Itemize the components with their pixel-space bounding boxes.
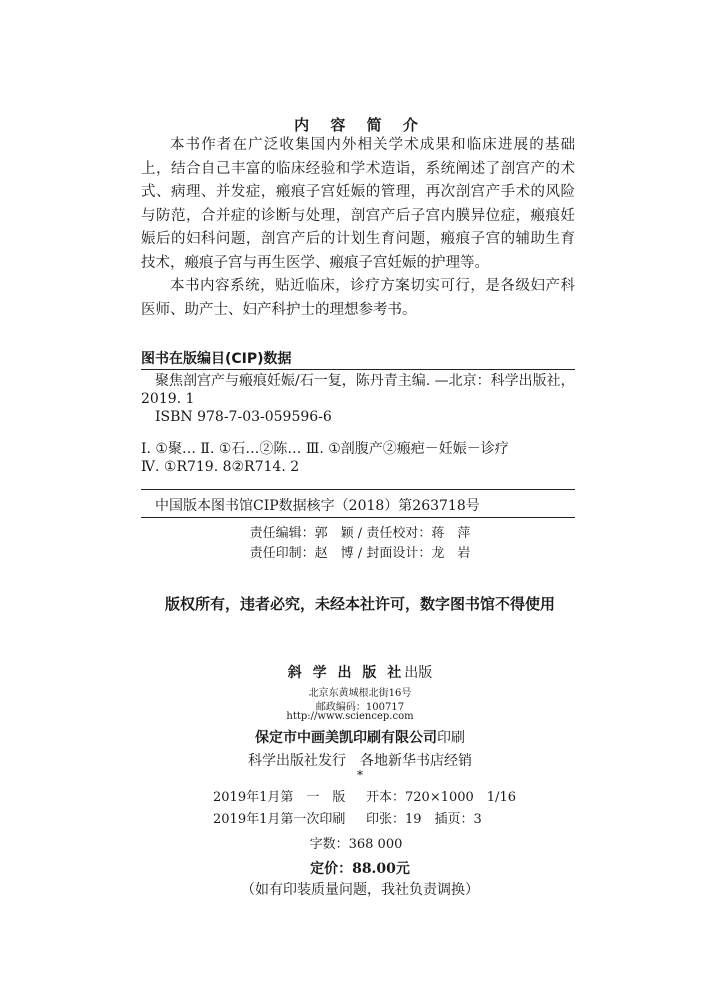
- publisher-name: 斜 学 出 版 社: [287, 665, 405, 681]
- cip-heading: 图书在版编目(CIP)数据: [141, 351, 292, 367]
- printing-info: 2019年1月第一次印刷: [213, 812, 346, 827]
- cip-classification-1: Ⅰ. ①聚… Ⅱ. ①石…②陈… Ⅲ. ①剖腹产②瘢疤－妊娠－诊疗: [141, 441, 509, 457]
- publisher-postcode: 邮政编码：100717: [315, 702, 405, 713]
- printer-line: [0, 727, 720, 747]
- cip-bottom-rule: [141, 517, 575, 518]
- summary-body: [141, 134, 575, 322]
- separator-star: *: [357, 768, 363, 782]
- summary-title: 内 容 简 介: [294, 116, 426, 134]
- cip-top-rule: [141, 369, 575, 370]
- summary-paragraph-2: 本书内容系统，贴近临床，诊疗方案切实可行，是各级妇产科医师、助产士、妇产科护士的理想参考书。: [141, 278, 575, 318]
- cip-middle-rule: [141, 489, 575, 490]
- word-count: 字数：368 000: [309, 837, 403, 852]
- publisher-website: http://www.sciencep.com: [286, 711, 414, 722]
- price: 定价：88.00元: [310, 861, 410, 877]
- publisher-suffix: 出版: [404, 665, 433, 681]
- format-info: 开本：720×1000 1/16: [366, 790, 516, 805]
- distribution-line: 科学出版社发行 各地新华书店经销: [248, 753, 472, 769]
- publisher-line: [0, 662, 720, 682]
- printer-suffix: 印刷: [437, 730, 465, 746]
- copyright-notice: 版权所有，违者必究，未经本社许可，数字图书馆不得使用: [164, 595, 555, 613]
- sheets-info: 印张：19 插页：3: [366, 812, 482, 827]
- summary-paragraph-1: 本书作者在广泛收集国内外相关学术成果和临床进展的基础上，结合自己丰富的临床经验和学术造诣，系统阐述了剖宫产的术式、病理、并发症，瘢痕子宫妊娠的管理，再次剖宫产手术的风险与防范，合并症的诊断与处理，剖宫产后子宫内膜异位症，瘢痕妊娠后的妇科问题，剖宫产后的计划生育问题，瘢痕子宫的辅助生育技术，瘢痕子宫与再生医学、瘢痕子宫妊娠的护理等。: [141, 137, 575, 271]
- staff-line-production: 责任印制：赵 博 / 封面设计：龙 岩: [249, 546, 471, 561]
- cip-data-number: 中国版本图书馆CIP数据核字（2018）第263718号: [155, 498, 480, 514]
- cip-year-line: 2019. 1: [141, 391, 195, 407]
- printer-name: 保定市中画美凯印刷有限公司: [255, 730, 437, 746]
- edition-info: 2019年1月第 一 版: [213, 790, 346, 805]
- cip-isbn: ISBN 978-7-03-059596-6: [155, 409, 332, 425]
- cip-title-line: 聚焦剖宫产与瘢痕妊娠/石一复，陈丹青主编. —北京：科学出版社，: [155, 373, 575, 389]
- quality-note: （如有印装质量问题，我社负责调换）: [241, 882, 479, 898]
- cip-classification-2: Ⅳ. ①R719. 8②R714. 2: [141, 459, 300, 475]
- cip-record: [141, 372, 575, 476]
- publisher-address: 北京东黄城根北街16号: [308, 688, 412, 699]
- staff-line-editors: 责任编辑：郭 颖 / 责任校对：蒋 萍: [249, 526, 471, 541]
